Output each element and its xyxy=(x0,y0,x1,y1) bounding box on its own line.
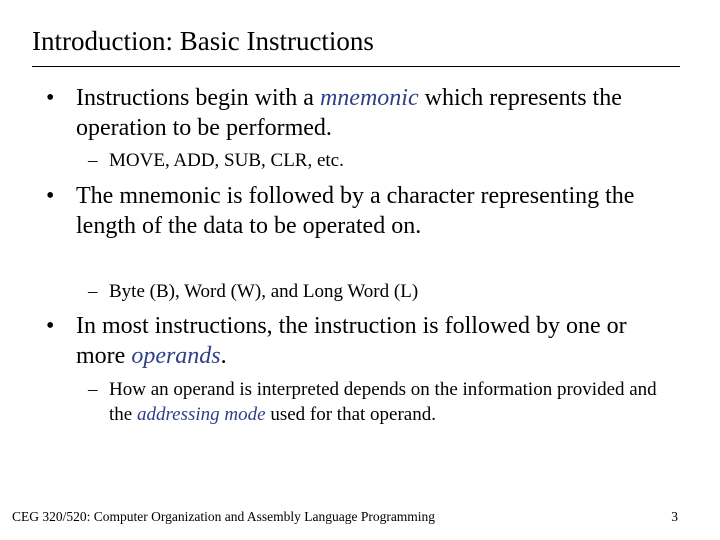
sub-bullet-text: How an operand is interpreted depends on the information provided and the addressing mode used for that operand. xyxy=(109,379,657,425)
sub-bullet-item xyxy=(88,279,668,304)
bullet-icon: • xyxy=(46,183,55,209)
emphasis-addressing-mode: addressing mode xyxy=(136,404,266,425)
bullet-item xyxy=(46,181,666,241)
bullet-item xyxy=(46,83,666,143)
title-divider xyxy=(32,66,680,67)
sub-bullet-item xyxy=(88,148,668,173)
bullet-text: Instructions begin with a mnemonic which represents the operation to be performed. xyxy=(76,85,622,141)
dash-icon: – xyxy=(88,379,98,400)
bullet-item xyxy=(46,311,666,371)
footer-course: CEG 320/520: Computer Organization and Assembly Language Programming xyxy=(12,509,436,524)
slide-title: Introduction: Basic Instructions xyxy=(32,26,374,56)
dash-icon: – xyxy=(88,150,98,171)
bullet-text: In most instructions, the instruction is followed by one or more operands. xyxy=(76,313,627,369)
bullet-icon: • xyxy=(46,313,55,339)
page-number: 3 xyxy=(671,509,678,524)
emphasis-operands: operands xyxy=(131,343,221,369)
bullet-text: The mnemonic is followed by a character representing the length of the data to be operated on. xyxy=(76,183,635,239)
dash-icon: – xyxy=(88,281,98,302)
sub-bullet-text: Byte (B), Word (W), and Long Word (L) xyxy=(109,281,419,302)
sub-bullet-text: MOVE, ADD, SUB, CLR, etc. xyxy=(109,150,344,171)
sub-bullet-item xyxy=(88,377,668,427)
bullet-icon: • xyxy=(46,85,55,111)
emphasis-mnemonic: mnemonic xyxy=(319,85,419,111)
